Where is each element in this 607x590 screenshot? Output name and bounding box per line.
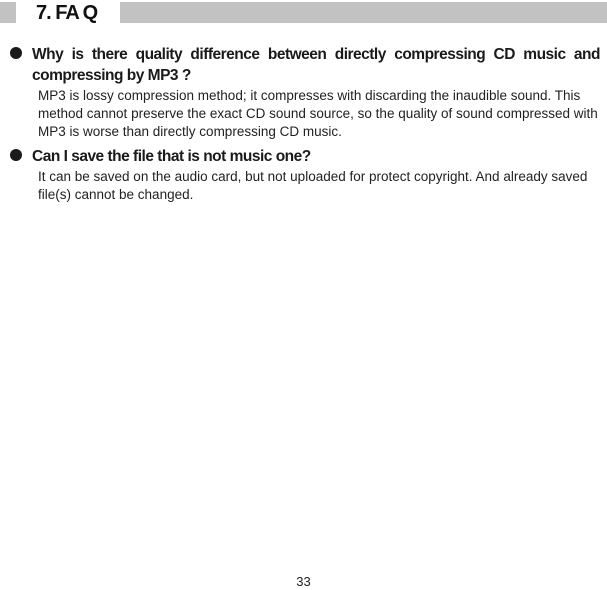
header-bar-right [120, 2, 607, 23]
section-title: 7. FA Q [36, 2, 98, 24]
faq-item [10, 146, 600, 204]
bullet-icon [10, 149, 22, 161]
header-bar-left [0, 2, 16, 23]
bullet-icon [10, 47, 22, 59]
faq-answer [38, 168, 600, 204]
faq-answer [38, 87, 600, 141]
faq-question: Why is there quality difference between directly compressing CD music and compressing by MP3 ? [32, 46, 600, 84]
section-header [0, 0, 607, 26]
faq-question: Can I save the file that is not music one? [32, 148, 311, 165]
faq-answer-text: MP3 is lossy compression method; it compresses with discarding the inaudible sound. This method cannot preserve the exact CD sound source, so the quality of sound compressed with MP3 is worse than directly compressing CD music. [38, 88, 598, 139]
page-number: 33 [296, 574, 311, 589]
faq-answer-text: It can be saved on the audio card, but not uploaded for protect copyright. And already saved file(s) cannot be changed. [38, 169, 588, 202]
faq-item [10, 44, 600, 141]
